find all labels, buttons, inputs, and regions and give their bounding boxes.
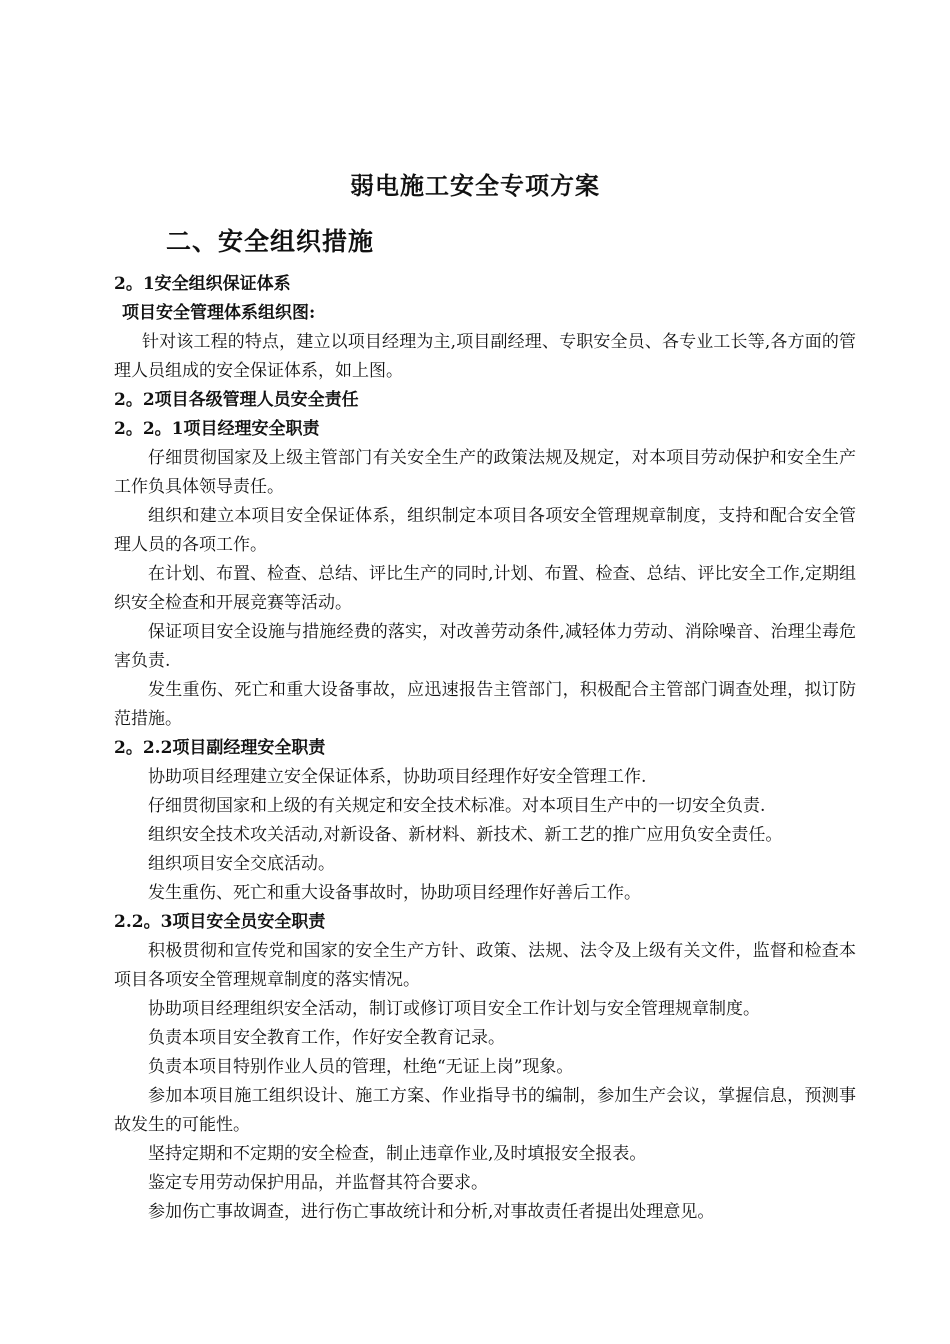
section-heading-2-1: 2。1安全组织保证体系 [114, 274, 291, 294]
paragraph: 组织安全技术攻关活动,对新设备、新材料、新技术、新工艺的推广应用负安全责任。 [148, 825, 783, 845]
paragraph: 组织项目安全交底活动。 [148, 854, 335, 874]
paragraph: 协助项目经理组织安全活动，制订或修订项目安全工作计划与安全管理规章制度。 [148, 999, 760, 1019]
paragraph: 仔细贯彻国家及上级主管部门有关安全生产的政策法规及规定，对本项目劳动保护和安全生产工作负具体领导责任。 [114, 448, 856, 497]
paragraph: 参加本项目施工组织设计、施工方案、作业指导书的编制，参加生产会议，掌握信息，预测事故发生的可能性。 [114, 1086, 856, 1135]
paragraph: 组织和建立本项目安全保证体系，组织制定本项目各项安全管理规章制度，支持和配合安全管理人员的各项工作。 [114, 506, 856, 555]
document-body [114, 270, 856, 1227]
paragraph: 负责本项目安全教育工作，作好安全教育记录。 [148, 1028, 505, 1048]
org-chart-caption: 项目安全管理体系组织图: [122, 303, 316, 323]
section-heading-2-2-1: 2。2。1项目经理安全职责 [114, 419, 320, 439]
paragraph: 保证项目安全设施与措施经费的落实，对改善劳动条件,减轻体力劳动、消除噪音、治理尘毒危害负责. [114, 622, 856, 671]
paragraph: 坚持定期和不定期的安全检查，制止违章作业,及时填报安全报表。 [148, 1144, 647, 1164]
document-title: 弱电施工安全专项方案 [350, 171, 600, 200]
paragraph: 发生重伤、死亡和重大设备事故时，协助项目经理作好善后工作。 [148, 883, 641, 903]
paragraph: 发生重伤、死亡和重大设备事故，应迅速报告主管部门，积极配合主管部门调查处理，拟订防范措施。 [114, 680, 856, 729]
paragraph: 负责本项目特别作业人员的管理，杜绝“无证上岗”现象。 [148, 1057, 574, 1077]
paragraph: 积极贯彻和宣传党和国家的安全生产方针、政策、法规、法令及上级有关文件，监督和检查本项目各项安全管理规章制度的落实情况。 [114, 941, 856, 990]
section-heading-2-2-3: 2.2。3项目安全员安全职责 [114, 912, 326, 932]
section-heading-2-2-2: 2。2.2项目副经理安全职责 [114, 738, 326, 758]
chapter-title: 二、安全组织措施 [166, 227, 375, 256]
paragraph: 鉴定专用劳动保护用品，并监督其符合要求。 [148, 1173, 488, 1193]
paragraph: 协助项目经理建立安全保证体系，协助项目经理作好安全管理工作. [148, 767, 647, 787]
paragraph: 在计划、布置、检查、总结、评比生产的同时,计划、布置、检查、总结、评比安全工作,定期组织安全检查和开展竞赛等活动。 [114, 564, 856, 613]
paragraph: 参加伤亡事故调查，进行伤亡事故统计和分析,对事故责任者提出处理意见。 [148, 1202, 715, 1222]
paragraph: 仔细贯彻国家和上级的有关规定和安全技术标准。对本项目生产中的一切安全负责. [148, 796, 766, 816]
section-heading-2-2: 2。2项目各级管理人员安全责任 [114, 390, 359, 410]
paragraph: 针对该工程的特点，建立以项目经理为主,项目副经理、专职安全员、各专业工长等,各方面的管理人员组成的安全保证体系，如上图。 [114, 332, 856, 381]
